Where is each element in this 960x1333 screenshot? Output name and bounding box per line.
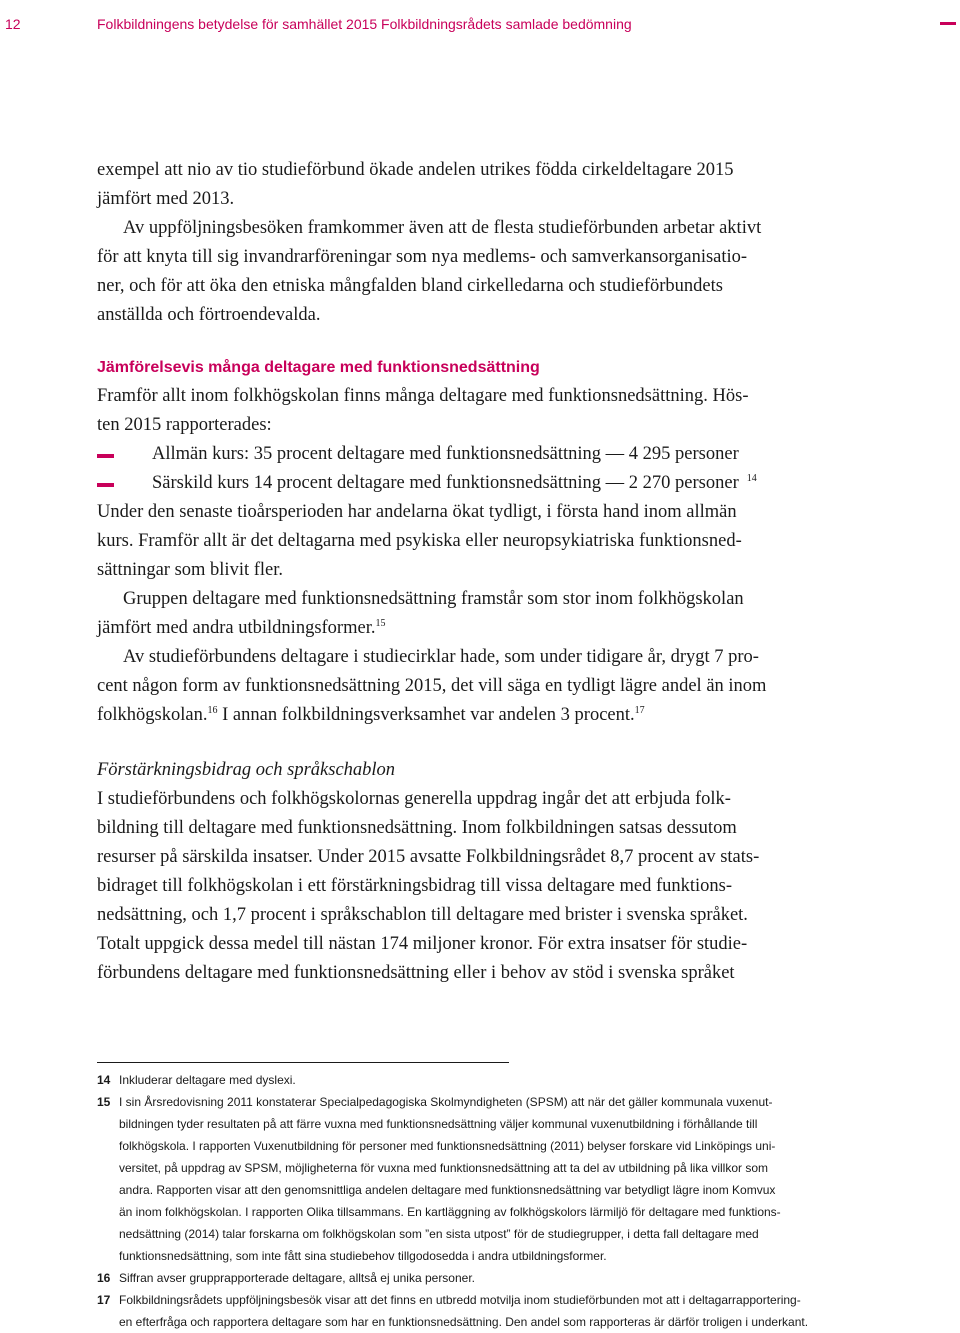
running-title: Folkbildningens betydelse för samhället 2015 Folkbildningsrådets samlade bedömning [97,16,632,32]
footnote-line: Siffran avser grupprapporterade deltagare, alltså ej unika personer. [119,1271,475,1285]
footnote-line: Folkbildningsrådets uppföljningsbesök visar att det finns en utbredd motvilja inom studieförbunden mot att i deltagarrapportering- [119,1293,801,1307]
text-line: ner, och för att öka den etniska mångfalden bland cirkelledarna och studieförbundets [97,276,723,296]
header-accent-mark [940,22,956,25]
list-item [97,469,867,498]
text-line: resurser på särskilda insatser. Under 2015 avsatte Folkbildningsrådet 8,7 procent av stats- [97,847,760,867]
footnote-line: en efterfråga och rapportera deltagare som har en funktionsnedsättning. Den andel som rapporteras är därför troligen i underkant. [119,1315,809,1329]
text-line [97,705,645,725]
footnote-line: funktionsnedsättning, som inte fått sina studiebehov tillgodosedda i andra utbildningsformer. [119,1249,607,1263]
footnote-ref: 16 [207,705,218,716]
text-line: förbundens deltagare med funktionsnedsättning eller i behov av stöd i svenska språket [97,963,735,983]
section1-paragraph-c [97,643,867,730]
footnote-17 [97,1289,867,1333]
text-line: Framför allt inom folkhögskolan finns många deltagare med funktionsnedsättning. Hös- [97,386,749,406]
footnote-16 [97,1267,867,1289]
text-line: bidraget till folkhögskolan i ett förstärkningsbidrag till vissa deltagare med funktions- [97,876,733,896]
text-line: jämfört med andra utbildningsformer. [97,618,376,638]
section2-paragraph [97,785,867,988]
text-line: Av studieförbundens deltagare i studiecirklar hade, som under tidigare år, drygt 7 pro- [123,647,759,667]
footnote-line: bildningen tyder resultaten på att färre vuxna med funktionsnedsättning väljer kommunal vuxenutbildning i förhållande till [119,1117,758,1131]
footnote-number: 14 [97,1073,111,1087]
dash-bullet-icon [97,483,114,487]
list-item [97,440,867,469]
intro-paragraph-1 [97,156,867,214]
text-line: jämfört med 2013. [97,189,235,209]
text-line: ten 2015 rapporterades: [97,415,272,435]
dash-bullet-icon [97,454,114,458]
text-line: I studieförbundens och folkhögskolornas generella uppdrag ingår det att erbjuda folk- [97,789,731,809]
footnote-line: än inom folkhögskolan. I rapporten Olika tillsammans. En kartläggning av folkhögskolors lärmiljö för deltagare med funktions- [119,1205,781,1219]
footnote-15 [97,1091,867,1267]
text-line: exempel att nio av tio studieförbund ökade andelen utrikes födda cirkeldeltagare 2015 [97,160,734,180]
bullet-list [97,440,867,498]
footnote-line: Inkluderar deltagare med dyslexi. [119,1073,296,1087]
footnote-14 [97,1069,867,1091]
text-line: Av uppföljningsbesöken framkommer även att de flesta studieförbunden arbetar aktivt [123,218,762,238]
text-line: cent någon form av funktionsnedsättning 2015, det vill säga en tydligt lägre andel än inom [97,676,767,696]
text-segment: folkhögskolan. [97,705,208,725]
section-heading-forstarkningsbidrag: Förstärkningsbidrag och språkschablon [97,760,396,780]
main-text [97,156,867,988]
text-line: anställda och förtroendevalda. [97,305,321,325]
section-heading-funktionsnedsattning: Jämförelsevis många deltagare med funktionsnedsättning [97,359,540,376]
text-segment: I annan folkbildningsverksamhet var andelen 3 procent. [217,705,635,725]
text-line: Totalt uppgick dessa medel till nästan 174 miljoner kronor. För extra insatser för studie- [97,934,748,954]
footnote-divider [97,1062,509,1063]
footnote-line: andra. Rapporten visar att den genomsnittliga andelen deltagare med funktionsnedsättning var betydligt lägre inom Komvux [119,1183,776,1197]
footnote-line: versitet, på uppdrag av SPSM, möjligheterna för vuxna med funktionsnedsättning att ta del av utbildning på lika villkor som [119,1161,769,1175]
section1-lead [97,382,867,440]
text-line: kurs. Framför allt är det deltagarna med psykiska eller neuropsykiatriska funktionsned- [97,531,742,551]
footnote-number: 17 [97,1293,111,1307]
text-line: bildning till deltagare med funktionsnedsättning. Inom folkbildningen satsas dessutom [97,818,737,838]
footnote-line: nedsättning (2014) talar forskarna om folkhögskolan som ”en sista utpost” för de studiegrupper, i detta fall deltagare med [119,1227,759,1241]
text-line: nedsättning, och 1,7 procent i språkschablon till deltagare med brister i svenska språket. [97,905,748,925]
bullet-text: Särskild kurs 14 procent deltagare med funktionsnedsättning — 2 270 personer [152,473,739,493]
footnote-number: 16 [97,1271,111,1285]
section1-paragraph-b [97,585,867,643]
intro-paragraph-2 [97,214,867,330]
footnote-number: 15 [97,1095,111,1109]
text-line: sättningar som blivit fler. [97,560,284,580]
footnotes [97,1069,867,1333]
text-line: Gruppen deltagare med funktionsnedsättning framstår som stor inom folkhögskolan [123,589,744,609]
text-line: för att knyta till sig invandrarföreningar som nya medlems- och samverkansorganisatio- [97,247,748,267]
footnote-line: folkhögskola. I rapporten Vuxenutbildning för personer med funktionsnedsättning (2011) belyser forskare vid Linköpings uni- [119,1139,776,1153]
footnote-ref: 15 [375,618,386,629]
footnote-ref: 14 [746,473,757,484]
section1-paragraph-a [97,498,867,585]
page-number: 12 [5,16,21,32]
text-line: Under den senaste tioårsperioden har andelarna ökat tydligt, i första hand inom allmän [97,502,737,522]
footnote-line: I sin Årsredovisning 2011 konstaterar Specialpedagogiska Skolmyndigheten (SPSM) att när det gäller kommunala vuxenut- [119,1095,773,1109]
bullet-text: Allmän kurs: 35 procent deltagare med funktionsnedsättning — 4 295 personer [152,444,739,464]
footnote-ref: 17 [634,705,645,716]
